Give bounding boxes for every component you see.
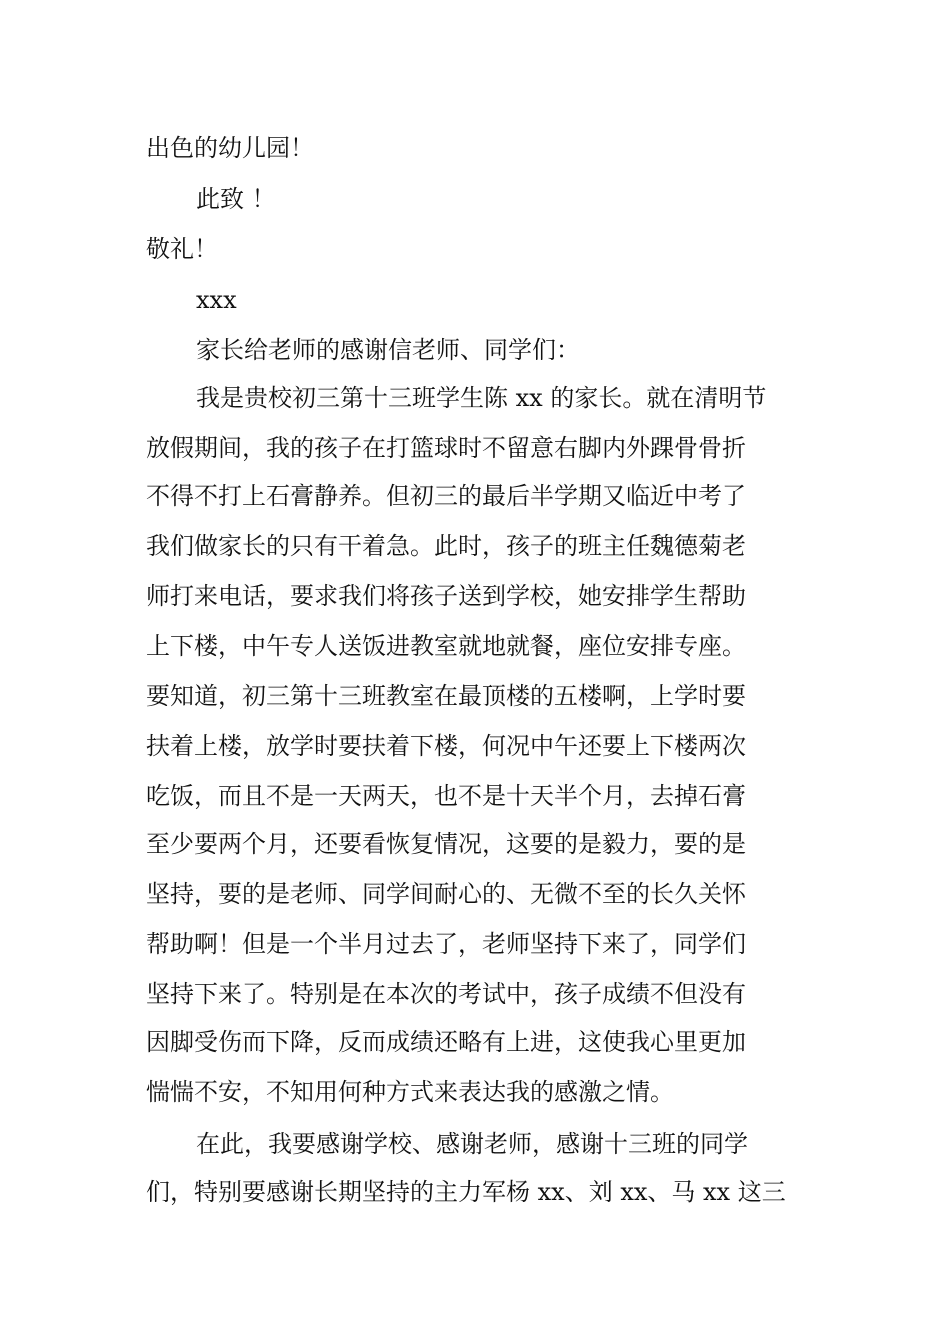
text-line: 我是贵校初三第十三班学生陈 xx 的家长。就在清明节 bbox=[196, 384, 767, 412]
text-line: 扶着上楼，放学时要扶着下楼，何况中午还要上下楼两次 bbox=[146, 732, 746, 760]
text-line: 上下楼，中午专人送饭进教室就地就餐，座位安排专座。 bbox=[146, 632, 746, 660]
text-line: 至少要两个月，还要看恢复情况，这要的是毅力，要的是 bbox=[146, 830, 746, 858]
text-line: 我们做家长的只有干着急。此时，孩子的班主任魏德菊老 bbox=[146, 532, 746, 560]
text-line: 师打来电话，要求我们将孩子送到学校，她安排学生帮助 bbox=[146, 582, 746, 610]
text-line: 在此，我要感谢学校、感谢老师，感谢十三班的同学 bbox=[196, 1130, 748, 1158]
text-line: 吃饭，而且不是一天两天，也不是十天半个月，去掉石膏 bbox=[146, 782, 746, 810]
text-line: 放假期间，我的孩子在打篮球时不留意右脚内外踝骨骨折 bbox=[146, 434, 746, 462]
text-line: 出色的幼儿园！ bbox=[146, 134, 314, 162]
text-line: 不得不打上石膏静养。但初三的最后半学期又临近中考了 bbox=[146, 482, 746, 510]
text-line: xxx bbox=[196, 286, 237, 314]
text-line: 此致 ！ bbox=[196, 185, 276, 213]
text-line: 敬礼！ bbox=[146, 235, 218, 263]
text-line: 帮助啊！但是一个半月过去了，老师坚持下来了，同学们 bbox=[146, 930, 746, 958]
text-line: 坚持下来了。特别是在本次的考试中，孩子成绩不但没有 bbox=[146, 980, 746, 1008]
text-line: 坚持，要的是老师、同学间耐心的、无微不至的长久关怀 bbox=[146, 880, 746, 908]
text-line: 们，特别要感谢长期坚持的主力军杨 xx、刘 xx、马 xx 这三 bbox=[146, 1178, 786, 1206]
text-line: 惴惴不安，不知用何种方式来表达我的感激之情。 bbox=[146, 1078, 674, 1106]
text-line: 因脚受伤而下降，反而成绩还略有上进，这使我心里更加 bbox=[146, 1028, 746, 1056]
text-line: 要知道，初三第十三班教室在最顶楼的五楼啊，上学时要 bbox=[146, 682, 746, 710]
text-line: 家长给老师的感谢信老师、同学们： bbox=[196, 336, 580, 364]
